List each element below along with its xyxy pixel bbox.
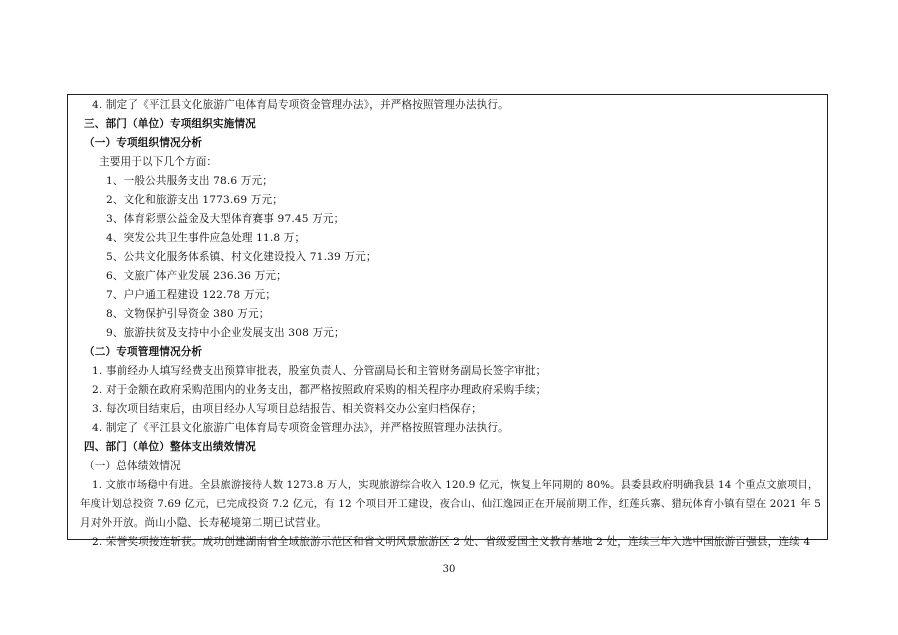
list-item-9: 9、旅游扶贫及支持中小企业发展支出 308 万元； xyxy=(106,327,345,339)
list-item-1: 1、一般公共服务支出 78.6 万元； xyxy=(106,175,274,187)
list-item-6: 6、文旅广体产业发展 236.36 万元； xyxy=(106,270,287,282)
list-item-5: 5、公共文化服务体系镇、村文化建设投入 71.39 万元； xyxy=(106,251,377,263)
section-heading-4: 四、部门（单位）整体支出绩效情况 xyxy=(84,441,256,453)
list-item-7: 7、户户通工程建设 122.78 万元； xyxy=(106,289,277,301)
text-line-1: 4. 制定了《平江县文化旅游广电体育局专项资金管理办法》，并严格按照管理办法执行。 xyxy=(92,99,509,111)
performance-paragraph-1-line-1: 1. 文旅市场稳中有进。全县旅游接待人数 1273.8 万人，实现旅游综合收入 120.9 亿元，恢复上年同期的 80%。县委县政府明确我县 14 个重点文旅项目， xyxy=(92,479,819,491)
list-item-3: 3、体育彩票公益金及大型体育赛事 97.45 万元； xyxy=(106,213,345,225)
list-item-8: 8、文物保护引导资金 380 万元； xyxy=(106,308,270,320)
subsection-heading-overall: （一）总体绩效情况 xyxy=(84,460,181,472)
subsection-heading-1: （一）专项组织情况分析 xyxy=(84,137,203,149)
management-item-4: 4. 制定了《平江县文化旅游广电体育局专项资金管理办法》，并严格按照管理办法执行。 xyxy=(92,422,509,434)
section-heading-3: 三、部门（单位）专项组织实施情况 xyxy=(84,118,256,130)
performance-paragraph-2-line-1: 2. 荣誉奖项接连斩获。成功创建湖南省全域旅游示范区和省文明风景旅游区 2 处、省级爱国主义教育基地 2 处，连续三年入选中国旅游百强县，连续 4 xyxy=(92,536,811,548)
list-item-2: 2、文化和旅游支出 1773.69 万元； xyxy=(106,194,283,206)
subsection-heading-2: （二）专项管理情况分析 xyxy=(84,346,203,358)
performance-paragraph-1-line-2: 年度计划总投资 7.69 亿元，已完成投资 7.2 亿元，有 12 个项目开工建设，夜合山、仙江逸园正在开展前期工作，红莲兵寨、猎玩体育小镇有望在 2021 年 5 xyxy=(80,498,822,510)
management-item-1: 1. 事前经办人填写经费支出预算审批表，股室负责人、分管副局长和主管财务副局长签字审批； xyxy=(92,365,547,377)
performance-paragraph-1-line-3: 月对外开放。尚山小隐、长寿秘境第二期已试营业。 xyxy=(80,517,328,529)
management-item-2: 2. 对于金额在政府采购范围内的业务支出，都严格按照政府采购的相关程序办理政府采购手续； xyxy=(92,384,547,396)
text-line-intro: 主要用于以下几个方面： xyxy=(99,156,218,168)
content-frame xyxy=(67,94,828,548)
page-number: 30 xyxy=(442,564,456,575)
list-item-4: 4、突发公共卫生事件应急处理 11.8 万； xyxy=(106,232,306,244)
management-item-3: 3. 每次项目结束后，由项目经办人写项目总结报告、相关资料交办公室归档保存； xyxy=(92,403,482,415)
